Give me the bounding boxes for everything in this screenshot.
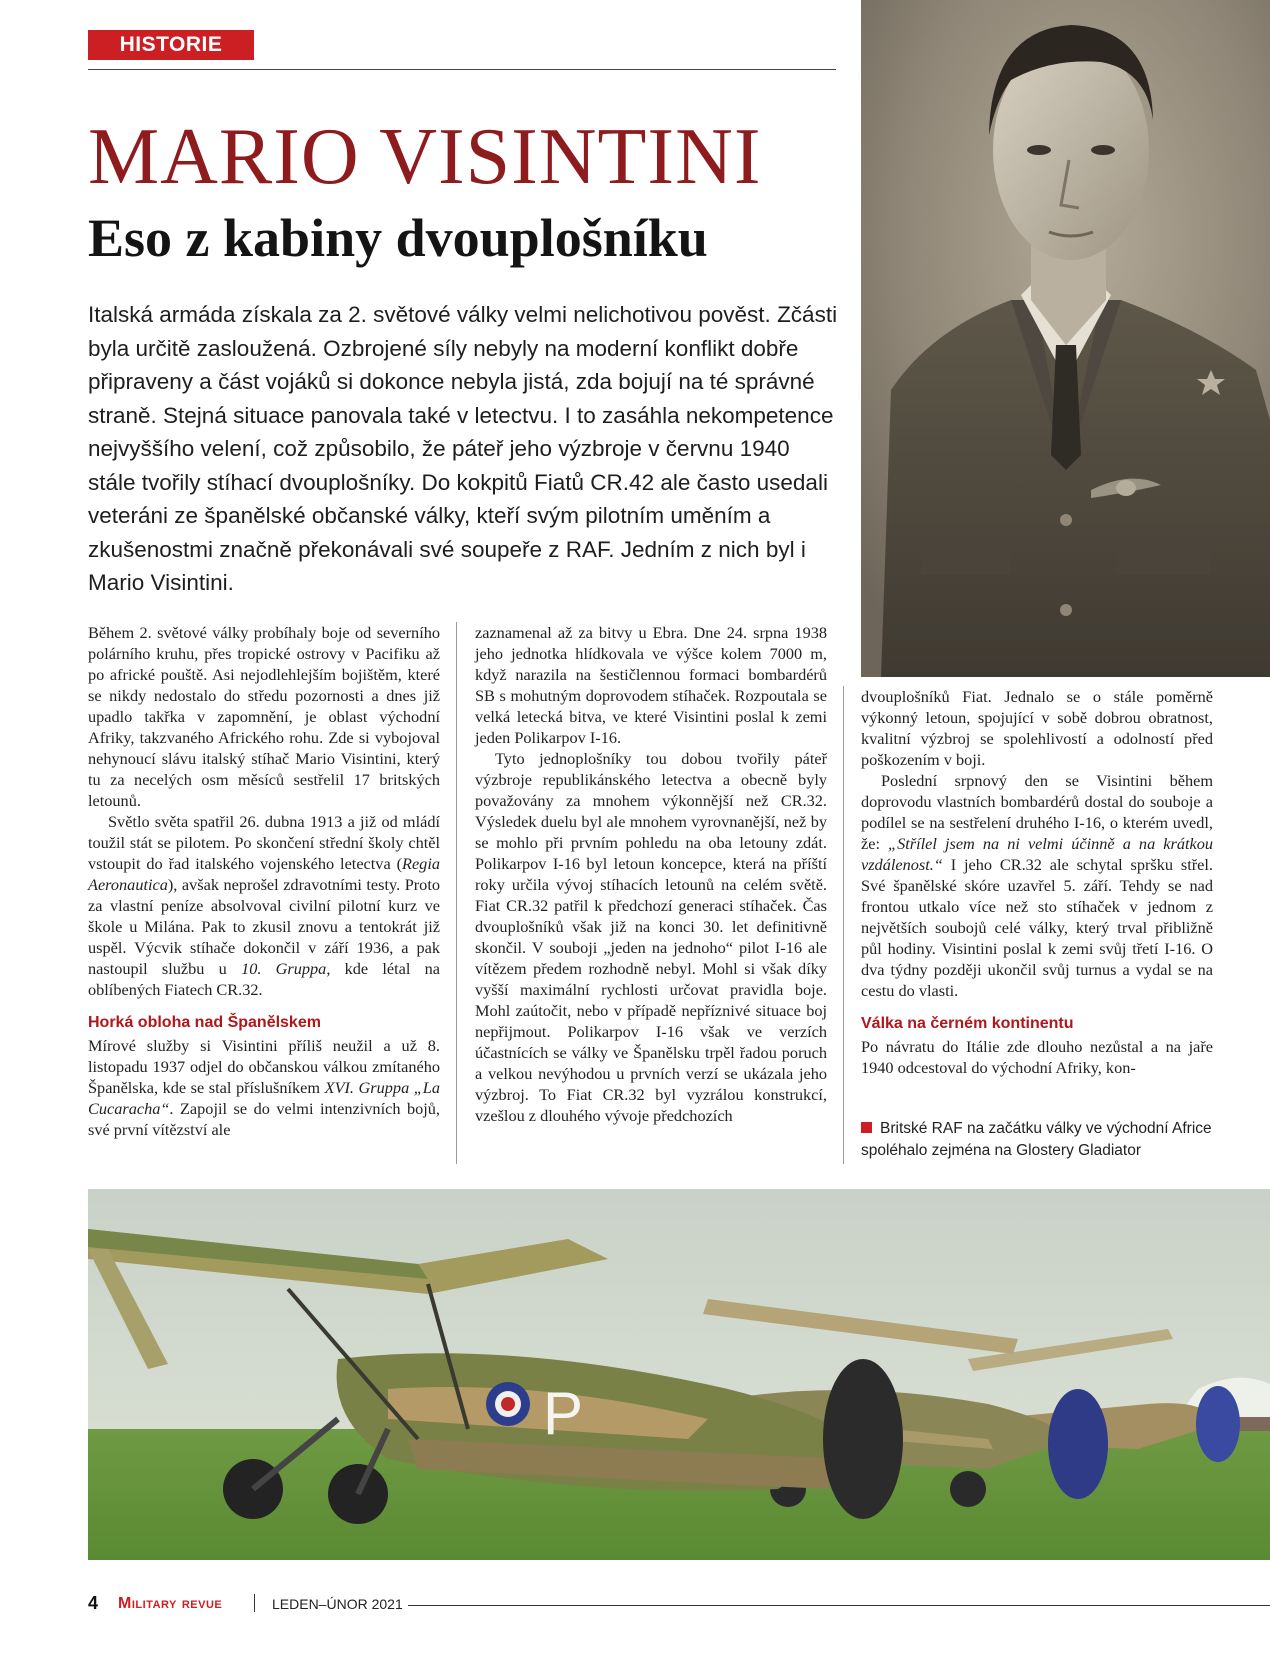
page-number: 4 <box>88 1593 99 1613</box>
column-divider <box>843 686 844 1164</box>
article-subtitle: Eso z kabiny dvouplošníku <box>88 208 708 268</box>
article-column-2 <box>475 622 827 1126</box>
paragraph: Poslední srpnový den se Visintini během doprovodu vlastních bombardérů dostal do souboje a podílel se na sestřelení druhého I-16, o kterém uvedl, že: „Střílel jsem na ni velmi účinně a na krátkou vzdálenost.“ I jeho CR.32 ale schytal spršku střel. Své španělské skóre uzavřel 5. září. Tehdy se nad frontou utkalo více než sto stíhaček v jednom z největších soubojů celé války, který trval přibližně půl hodiny. Visintini poslal k zemi svůj třetí I-16. O dva týdny později ukončil svůj turnus a vydal se na cestu do vlasti. <box>861 771 1214 1000</box>
section-heading: Horká obloha nad Španělskem <box>88 1014 321 1031</box>
svg-text:P: P <box>543 1380 584 1447</box>
paragraph: Tyto jednoplošníky tou dobou tvořily páteř výzbroje republikánského letectva a obecně byly považovány za mnohem výkonnější než CR.32. Výsledek duelu byl ale mnohem vyrovnanější, než by se mohlo při prvním pohledu na oba letouny zdát. Polikarpov I-16 byl letoun koncepce, která na příští roky určila vývoj stíhacích letounů na celém světě. Fiat CR.32 patřil k předchozí generaci stíhaček. Čas dvouplošníků však již na konci 30. let definitivně skončil. V souboji „jeden na jednoho“ pilot I-16 ale vítězem předem rozhodně nebyl. Mohl si však díky vyšší maximální rychlosti určovat pravidla boje. Mohl zaútočit, nebo v případě nepříznivé situace boj nepřijmout. Polikarpov I-16 však ve verzích účastnících se války ve Španělsku trpěl řadou poruch a velkou nevýhodou u prvních verzí se ukázala jeho výzbroj. To Fiat CR.32 byl vyzrálou konstrukcí, vzešlou z dlouhého vývoje předchozích <box>475 749 827 1125</box>
footer-rule <box>408 1605 1270 1606</box>
section-tag: HISTORIE <box>88 30 254 60</box>
aircraft-photo <box>88 1189 1270 1560</box>
footer-separator <box>254 1594 255 1612</box>
paragraph: Světlo světa spatřil 26. dubna 1913 a již od mládí toužil stát se pilotem. Po skončení střední školy chtěl vstoupit do řad italského vojenského letectva (Regia Aeronautica), avšak neprošel zdravotními testy. Proto za vlastní peníze absolvoval civilní pilotní kurz ve škole u Milána. Pak to zkusil znovu a tentokrát již uspěl. Výcvik stíhače dokončil v září 1936, a pak nastoupil službu u 10. Gruppa, kde létal na oblíbených Fiatech CR.32. <box>88 812 440 999</box>
top-rule <box>88 69 836 70</box>
caption-marker <box>861 1122 872 1133</box>
issue-date: LEDEN–ÚNOR 2021 <box>272 1596 403 1612</box>
section-heading: Válka na černém kontinentu <box>861 1015 1074 1032</box>
article-lead: Italská armáda získala za 2. světové války velmi nelichotivou pověst. Zčásti byla určitě zasloužená. Ozbrojené síly nebyly na moderní konflikt dobře připraveny a část vojáků si dokonce nebyla jistá, zda bojují na té správné straně. Stejná situace panovala také v letectvu. I to zasáhla nekompetence nejvyššího velení, což způsobilo, že páteř jeho výzbroje v červnu 1940 stále tvořily stíhací dvouplošníky. Do kokpitů Fiatů CR.42 ale často usedali veteráni ze španělské občanské války, kteří svým pilotním uměním a zkušenostmi značně překonávali své soupeře z RAF. Jedním z nich byl i Mario Visintini. <box>88 302 838 595</box>
article-title: MARIO VISINTINI <box>88 113 762 201</box>
photo-caption: Britské RAF na začátku války ve východní Africe spoléhalo zejména na Glostery Gladiator <box>861 1120 1212 1159</box>
magazine-name: Military revue <box>118 1595 223 1612</box>
paragraph: zaznamenal až za bitvy u Ebra. Dne 24. srpna 1938 jeho jednotka hlídkovala ve výšce kolem 7000 m, když narazila na šestičlennou formaci bombardérů SB s mohutným doprovodem stíhaček. Rozpoutala se velká letecká bitva, ve které Visintini poslal k zemi jeden Polikarpov I-16. <box>475 623 827 747</box>
paragraph: Během 2. světové války probíhaly boje od severního polárního kruhu, přes tropické ostrovy v Pacifiku až po africké pouště. Asi nejodlehlejším bojištěm, které se nikdy nedostalo do středu pozornosti a dnes již upadlo takřka v zapomnění, je oblast východní Afriky, takzvaného Afrického rohu. Zde si vybojoval nehynoucí slávu italský stíhač Mario Visintini, který tu za necelých osm měsíců sestřelil 17 britských letounů. <box>88 623 440 810</box>
portrait-photo <box>861 0 1270 677</box>
paragraph: Mírové služby si Visintini příliš neužil a už 8. listopadu 1937 odjel do občanskou válkou zmítaného Španělska, kde se stal příslušníkem XVI. Gruppa „La Cucaracha“. Zapojil se do velmi intenzivních bojů, své první vítězství ale <box>88 1036 441 1139</box>
paragraph: Po návratu do Itálie zde dlouho nezůstal a na jaře 1940 odcestoval do východní Afriky, kon- <box>861 1037 1213 1077</box>
paragraph: dvouplošníků Fiat. Jednalo se o stále poměrně výkonný letoun, spojující v sobě dobrou obratnost, kvalitní výzbroj se spolehlivostí a odolností před poškozením v boji. <box>861 687 1213 769</box>
article-column-3 <box>861 686 1213 1078</box>
column-divider <box>456 622 457 1164</box>
article-column-1 <box>88 622 440 1140</box>
